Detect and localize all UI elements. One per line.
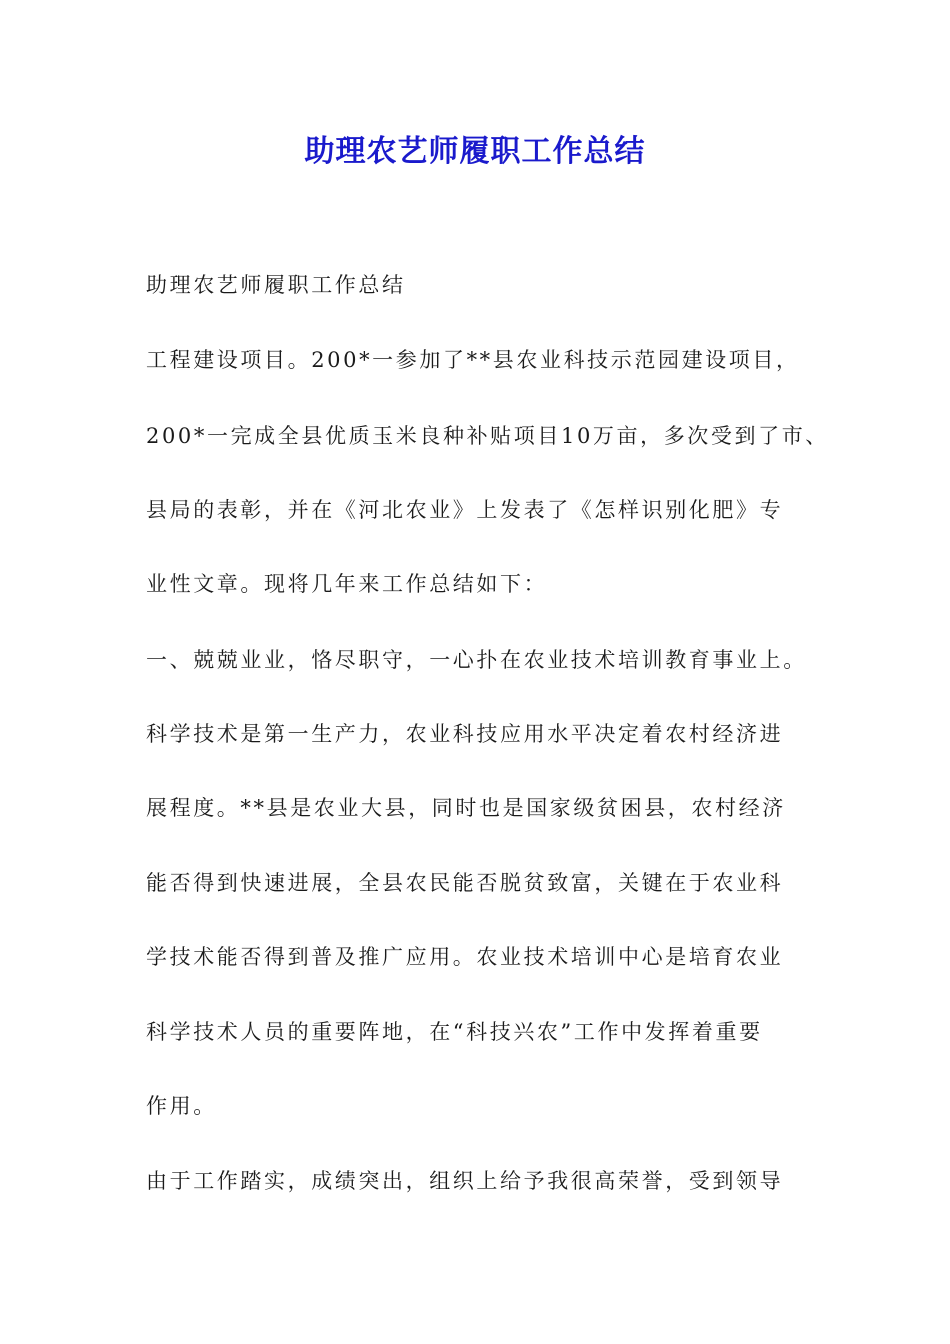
paragraph-line: 业性文章。现将几年来工作总结如下： — [146, 572, 548, 596]
paragraph-line: 科学技术人员的重要阵地，在“科技兴农”工作中发挥着重要 — [146, 1020, 763, 1044]
document-title: 助理农艺师履职工作总结 — [304, 134, 646, 169]
paragraph-line: 工程建设项目。200*一参加了**县农业科技示范园建设项目， — [146, 348, 800, 372]
subtitle-line: 助理农艺师履职工作总结 — [146, 273, 406, 297]
paragraph-line: 200*一完成全县优质玉米良种补贴项目10万亩，多次受到了市、 — [146, 424, 829, 448]
paragraph-line: 作用。 — [146, 1094, 217, 1118]
paragraph-line: 能否得到快速进展，全县农民能否脱贫致富，关键在于农业科 — [146, 871, 784, 895]
paragraph-line: 展程度。**县是农业大县，同时也是国家级贫困县，农村经济 — [146, 796, 786, 820]
section-heading-line: 一、兢兢业业，恪尽职守，一心扑在农业技术培训教育事业上。 — [146, 648, 807, 672]
paragraph-line: 学技术能否得到普及推广应用。农业技术培训中心是培育农业 — [146, 945, 784, 969]
paragraph-line: 科学技术是第一生产力，农业科技应用水平决定着农村经济进 — [146, 722, 784, 746]
paragraph-line: 县局的表彰，并在《河北农业》上发表了《怎样识别化肥》专 — [146, 498, 784, 522]
paragraph-line: 由于工作踏实，成绩突出，组织上给予我很高荣誉，受到领导 — [146, 1169, 784, 1193]
